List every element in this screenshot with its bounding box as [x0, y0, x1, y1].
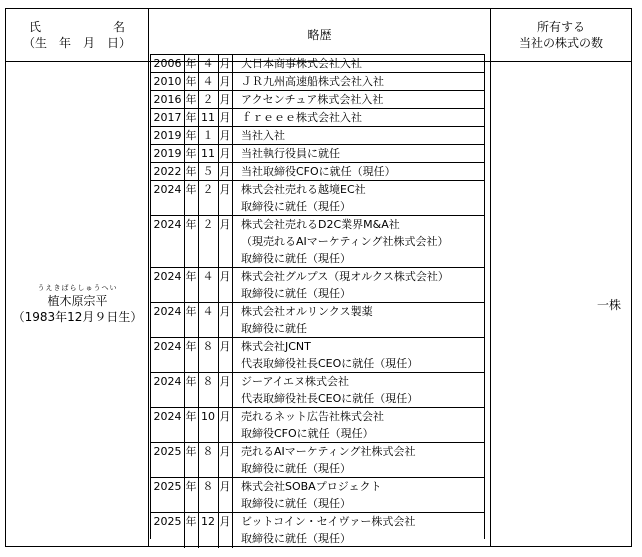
history-year-unit: 年	[185, 75, 197, 88]
history-description-line: 取締役に就任（現任）	[241, 287, 351, 300]
history-row	[151, 373, 484, 408]
history-description-line: 大日本商事株式会社入社	[241, 57, 362, 70]
shares-value: 一株	[596, 297, 621, 312]
history-header-label: 略歴	[307, 28, 332, 42]
history-row	[151, 91, 484, 109]
cell-divider	[232, 373, 233, 407]
history-description-line: 取締役に就任（現任）	[241, 497, 351, 510]
history-month-unit: 月	[219, 480, 231, 493]
history-row	[151, 513, 484, 548]
history-month: ４	[202, 75, 214, 88]
history-month: ４	[202, 270, 214, 283]
history-year: 2010	[153, 75, 182, 88]
history-year-unit: 年	[185, 480, 197, 493]
history-month-unit: 月	[219, 165, 231, 178]
history-row	[151, 109, 484, 127]
history-month-unit: 月	[219, 111, 231, 124]
history-description-line: 株式会社JCNT	[241, 340, 311, 353]
history-year-unit: 年	[185, 129, 197, 142]
cell-divider	[232, 73, 233, 90]
history-year: 2024	[153, 375, 182, 388]
cell-divider	[232, 127, 233, 144]
history-description-line: 当社執行役員に就任	[241, 147, 340, 160]
history-row	[151, 478, 484, 513]
history-description-line: 取締役CFOに就任（現任）	[241, 427, 374, 440]
person-cell	[6, 62, 149, 546]
history-row	[151, 216, 484, 268]
history-description-line: 当社取締役CFOに就任（現任）	[241, 165, 396, 178]
history-month-unit: 月	[219, 340, 231, 353]
history-year-unit: 年	[185, 165, 197, 178]
history-description	[241, 55, 362, 72]
shares-header	[491, 9, 631, 61]
history-description	[241, 216, 448, 267]
history-description-line: 売れるAIマーケティング社株式会社	[241, 445, 416, 458]
history-row	[151, 127, 484, 145]
history-month: ２	[202, 183, 214, 196]
history-row	[151, 145, 484, 163]
history-description	[241, 303, 373, 337]
history-year-unit: 年	[185, 111, 197, 124]
history-description-line: ジーアイエヌ株式会社	[241, 375, 350, 388]
name-header-line2: （生 年 月 日）	[22, 36, 131, 50]
cell-divider	[232, 216, 233, 267]
history-description	[241, 127, 285, 144]
person-name: 植木原宗平	[47, 293, 108, 308]
history-month: ４	[202, 305, 214, 318]
history-year: 2024	[153, 305, 182, 318]
history-description-line: 当社入社	[241, 129, 285, 142]
history-description	[241, 338, 418, 372]
history-month-unit: 月	[219, 270, 231, 283]
history-year: 2017	[153, 111, 182, 124]
history-row	[151, 443, 484, 478]
history-year-unit: 年	[185, 93, 197, 106]
history-description-line: ｆｒｅｅｅ株式会社入社	[241, 111, 362, 124]
cell-divider	[232, 478, 233, 512]
history-year-unit: 年	[185, 270, 197, 283]
history-description-line: 株式会社オルリンクス製薬	[241, 305, 373, 318]
history-description-line: 取締役に就任（現任）	[241, 252, 351, 265]
cell-divider	[232, 181, 233, 215]
shares-cell	[491, 62, 631, 546]
history-description	[241, 443, 415, 477]
history-year-unit: 年	[185, 375, 197, 388]
history-description	[241, 478, 382, 512]
history-year-unit: 年	[185, 147, 197, 160]
history-month-unit: 月	[219, 515, 231, 528]
history-description	[241, 73, 384, 90]
history-month-unit: 月	[219, 218, 231, 231]
history-month: ８	[202, 340, 214, 353]
history-month: 10	[201, 410, 215, 423]
history-description	[241, 181, 366, 215]
history-year: 2019	[153, 129, 182, 142]
history-month-unit: 月	[219, 75, 231, 88]
history-row	[151, 181, 484, 216]
history-year: 2019	[153, 147, 182, 160]
history-year: 2025	[153, 480, 182, 493]
history-description-line: 取締役に就任（現任）	[241, 532, 351, 545]
history-month: ８	[202, 480, 214, 493]
history-row	[151, 303, 484, 338]
name-header	[6, 9, 148, 61]
history-description	[241, 109, 362, 126]
history-year-unit: 年	[185, 218, 197, 231]
history-description-line: （現売れるAIマーケティング社株式会社）	[241, 235, 449, 248]
history-description-line: 株式会社グルプス（現オルクス株式会社）	[241, 270, 449, 283]
cell-divider	[232, 268, 233, 302]
history-description-line: 代表取締役社長CEOに就任（現任）	[241, 357, 419, 370]
history-description-line: 取締役に就任	[241, 322, 307, 335]
history-year-unit: 年	[185, 515, 197, 528]
history-month: １	[202, 129, 214, 142]
history-month-unit: 月	[219, 375, 231, 388]
history-year-unit: 年	[185, 305, 197, 318]
history-month-unit: 月	[219, 410, 231, 423]
shares-header-line2: 当社の株式の数	[518, 36, 603, 50]
history-description-line: アクセンチュア株式会社入社	[241, 93, 384, 106]
history-month: ５	[202, 165, 214, 178]
history-description-line: 株式会社売れるD2C業界M&A社	[241, 218, 400, 231]
history-year: 2024	[153, 270, 182, 283]
history-row	[151, 338, 484, 373]
history-description-line: 株式会社売れる越境EC社	[241, 183, 366, 196]
cell-divider	[232, 338, 233, 372]
history-month-unit: 月	[219, 57, 231, 70]
cell-divider	[232, 145, 233, 162]
history-year: 2024	[153, 340, 182, 353]
history-month: ４	[202, 57, 214, 70]
history-row	[151, 73, 484, 91]
history-month-unit: 月	[219, 147, 231, 160]
history-year-unit: 年	[185, 410, 197, 423]
history-description-line: 取締役に就任（現任）	[241, 200, 351, 213]
history-description	[241, 513, 415, 547]
history-month: ２	[202, 93, 214, 106]
cell-divider	[232, 443, 233, 477]
name-header-line1: 氏 名	[28, 20, 125, 34]
history-month: 12	[201, 515, 215, 528]
history-year: 2022	[153, 165, 182, 178]
history-description	[241, 145, 340, 162]
history-month: 11	[201, 147, 215, 160]
person-furigana: うえきばらしゅうへい	[37, 283, 118, 292]
history-description	[241, 91, 383, 108]
history-year-unit: 年	[185, 445, 197, 458]
history-year: 2024	[153, 218, 182, 231]
history-description	[241, 408, 384, 442]
history-description-line: 取締役に就任（現任）	[241, 462, 351, 475]
history-year-unit: 年	[185, 340, 197, 353]
history-month: 11	[201, 111, 215, 124]
cell-divider	[232, 91, 233, 108]
history-description	[241, 163, 396, 180]
history-description-line: ビットコイン・セイヴァー株式会社	[241, 515, 416, 528]
cell-divider	[232, 303, 233, 337]
history-year: 2024	[153, 183, 182, 196]
history-row	[151, 55, 484, 73]
history-row	[151, 268, 484, 303]
cell-divider	[232, 55, 233, 72]
history-year: 2024	[153, 410, 182, 423]
history-month-unit: 月	[219, 305, 231, 318]
history-table	[150, 54, 485, 545]
history-description-line: 代表取締役社長CEOに就任（現任）	[241, 392, 419, 405]
history-row	[151, 163, 484, 181]
history-month-unit: 月	[219, 93, 231, 106]
cell-divider	[232, 163, 233, 180]
history-description	[241, 373, 418, 407]
cell-divider	[232, 513, 233, 548]
history-month-unit: 月	[219, 183, 231, 196]
shares-header-line1: 所有する	[536, 20, 585, 34]
history-year: 2025	[153, 515, 182, 528]
history-month: ２	[202, 218, 214, 231]
history-year: 2006	[153, 57, 182, 70]
history-description	[241, 268, 449, 302]
history-year: 2025	[153, 445, 182, 458]
history-description-line: 株式会社SOBAプロジェクト	[241, 480, 382, 493]
history-row	[151, 408, 484, 443]
history-description-line: ＪＲ九州高速船株式会社入社	[241, 75, 384, 88]
cell-divider	[232, 109, 233, 126]
history-month: ８	[202, 375, 214, 388]
history-month: ８	[202, 445, 214, 458]
cell-divider	[232, 408, 233, 442]
history-year-unit: 年	[185, 57, 197, 70]
history-description-line: 売れるネット広告社株式会社	[241, 410, 384, 423]
history-month-unit: 月	[219, 445, 231, 458]
history-year: 2016	[153, 93, 182, 106]
history-month-unit: 月	[219, 129, 231, 142]
history-year-unit: 年	[185, 183, 197, 196]
person-birth: （1983年12月９日生）	[12, 309, 143, 324]
